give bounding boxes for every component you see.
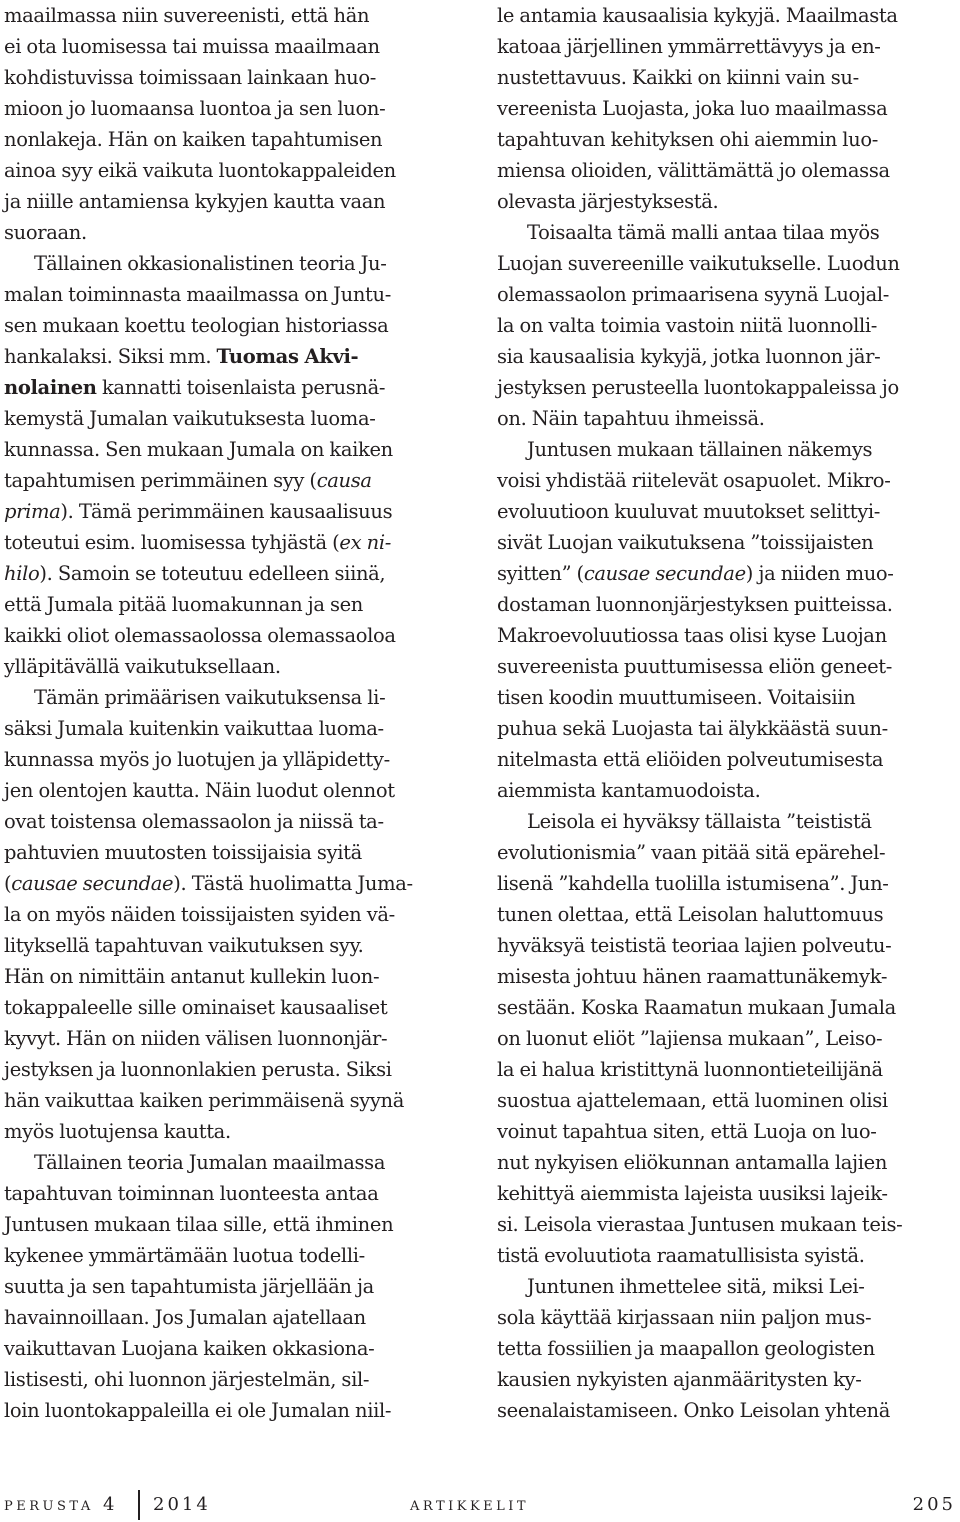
line-text: suvereenista puuttumisessa eliön geneet- <box>497 655 893 678</box>
text-line <box>4 992 466 1023</box>
line-text: ovat toistensa olemassaolon ja niissä ta- <box>4 810 384 833</box>
italic-term: ex ni- <box>339 531 391 554</box>
line-text: le antamia kausaalisia kykyjä. Maailmasta <box>497 4 898 27</box>
line-text: hankalaksi. Siksi mm. <box>4 345 217 368</box>
text-line <box>4 186 466 217</box>
italic-term: causae secundae <box>11 872 174 895</box>
line-text: la on valta toimia vastoin niitä luonnolli- <box>497 314 878 337</box>
line-text: listisesti, ohi luonnon järjestelmän, sil- <box>4 1368 370 1391</box>
text-line <box>4 1085 466 1116</box>
footer-separator <box>138 1490 140 1520</box>
text-line <box>4 899 466 930</box>
line-text: ei ota luomisessa tai muissa maailmaan <box>4 35 380 58</box>
text-line <box>497 279 955 310</box>
text-line <box>497 992 955 1023</box>
line-text: kyvyt. Hän on niiden välisen luonnonjär- <box>4 1027 388 1050</box>
line-text: Makroevoluutiossa taas olisi kyse Luojan <box>497 624 887 647</box>
line-text: vaikuttavan Luojana kaiken okkasiona- <box>4 1337 375 1360</box>
line-text: Toisaalta tämä malli antaa tilaa myös <box>527 221 880 244</box>
line-text: säksi Jumala kuitenkin vaikuttaa luoma- <box>4 717 384 740</box>
italic-term: prima <box>4 500 61 523</box>
text-line <box>4 527 466 558</box>
text-line <box>4 124 466 155</box>
line-text: nustettavuus. Kaikki on kiinni vain su- <box>497 66 859 89</box>
text-line <box>4 155 466 186</box>
text-column-right <box>497 0 955 1426</box>
text-line <box>4 1054 466 1085</box>
line-text: Luojan suvereenille vaikutukselle. Luodun <box>497 252 900 275</box>
text-line <box>4 806 466 837</box>
line-text: miensa olioiden, välittämättä jo olemassa <box>497 159 890 182</box>
line-text: ). Samoin se toteutuu edelleen siinä, <box>39 562 386 585</box>
line-text: seenalaistamiseen. Onko Leisolan yhtenä <box>497 1399 890 1422</box>
line-text: Tällainen teoria Jumalan maailmassa <box>34 1151 386 1174</box>
line-text: hyväksyä teististä teoriaa lajien polveutu- <box>497 934 892 957</box>
line-text: ) ja niiden muo- <box>745 562 894 585</box>
text-line <box>497 806 955 837</box>
text-line <box>497 837 955 868</box>
line-text: tunen olettaa, että Leisolan haluttomuus <box>497 903 884 926</box>
line-text: kannatti toisenlaista perusnä- <box>96 376 386 399</box>
line-text: on luonut eliöt ”lajiensa mukaan”, Leiso- <box>497 1027 883 1050</box>
text-line <box>4 1178 466 1209</box>
text-line <box>4 744 466 775</box>
line-text: sivät Luojan vaikutuksena ”toissijaisten <box>497 531 874 554</box>
line-text: suutta ja sen tapahtumista järjellään ja <box>4 1275 374 1298</box>
line-text: dostaman luonnonjärjestyksen puitteissa. <box>497 593 893 616</box>
text-line <box>497 465 955 496</box>
bold-name: nolainen <box>4 376 97 399</box>
footer-year: 2014 <box>153 1494 211 1515</box>
text-line <box>4 0 466 31</box>
line-text: Hän on nimittäin antanut kullekin luon- <box>4 965 380 988</box>
line-text: lityksellä tapahtuvan vaikutuksen syy. <box>4 934 364 957</box>
line-text: voisi yhdistää riitelevät osapuolet. Mikro- <box>497 469 891 492</box>
text-line <box>497 1395 955 1426</box>
line-text: tisen koodin muuttumiseen. Voitaisiin <box>497 686 856 709</box>
text-line <box>497 961 955 992</box>
text-line <box>497 1333 955 1364</box>
line-text: Juntusen mukaan tilaa sille, että ihminen <box>4 1213 394 1236</box>
italic-term: causae secundae <box>583 562 746 585</box>
text-line <box>4 93 466 124</box>
line-text: että Jumala pitää luomakunnan ja sen <box>4 593 363 616</box>
text-line <box>497 1054 955 1085</box>
text-line <box>497 1209 955 1240</box>
line-text: tapahtuvan toiminnan luonteesta antaa <box>4 1182 379 1205</box>
line-text: ja niille antamiensa kykyjen kautta vaan <box>4 190 386 213</box>
line-text: havainnoillaan. Jos Jumalan ajatellaan <box>4 1306 366 1329</box>
line-text: nut nykyisen eliökunnan antamalla lajien <box>497 1151 888 1174</box>
text-line <box>4 248 466 279</box>
line-text: Leisola ei hyväksy tällaista ”teististä <box>527 810 872 833</box>
text-line <box>497 1023 955 1054</box>
text-line <box>4 1395 466 1426</box>
text-line <box>497 527 955 558</box>
text-line <box>497 31 955 62</box>
text-line <box>497 1302 955 1333</box>
line-text: si. Leisola vierastaa Juntusen mukaan teis- <box>497 1213 903 1236</box>
text-line <box>4 713 466 744</box>
line-text: misesta johtuu hänen raamattunäkemyk- <box>497 965 888 988</box>
text-line <box>497 899 955 930</box>
line-text: jen olentojen kautta. Näin luodut olennot <box>4 779 395 802</box>
page-footer <box>0 1492 960 1520</box>
text-line <box>497 744 955 775</box>
line-text: suostua ajattelemaan, että luominen olisi <box>497 1089 888 1112</box>
text-line <box>497 62 955 93</box>
text-line <box>497 1178 955 1209</box>
text-line <box>4 620 466 651</box>
text-line <box>4 434 466 465</box>
line-text: on. Näin tapahtuu ihmeissä. <box>497 407 765 430</box>
text-line <box>497 341 955 372</box>
text-line <box>497 1364 955 1395</box>
text-line <box>497 1147 955 1178</box>
line-text: kaikki oliot olemassaolossa olemassaoloa <box>4 624 396 647</box>
text-line <box>497 620 955 651</box>
line-text: voinut tapahtua siten, että Luoja on luo- <box>497 1120 877 1143</box>
text-line <box>497 310 955 341</box>
text-column-left <box>4 0 466 1426</box>
line-text: myös luotujensa kautta. <box>4 1120 231 1143</box>
line-text: syitten” ( <box>497 562 584 585</box>
line-text: kausien nykyisten ajanmääritysten ky- <box>497 1368 862 1391</box>
line-text: vereenista Luojasta, joka luo maailmassa <box>497 97 888 120</box>
text-line <box>4 217 466 248</box>
text-line <box>497 930 955 961</box>
line-text: evolutionismia” vaan pitää sitä epärehel- <box>497 841 886 864</box>
line-text: sia kausaalisia kykyjä, jotka luonnon jär- <box>497 345 881 368</box>
line-text: hän vaikuttaa kaiken perimmäisenä syynä <box>4 1089 405 1112</box>
text-line <box>4 1116 466 1147</box>
text-line <box>4 31 466 62</box>
text-line <box>4 372 466 403</box>
text-line <box>4 496 466 527</box>
line-text: pahtuvien muutosten toissijaisia syitä <box>4 841 362 864</box>
line-text: nitelmasta että eliöiden polveutumisesta <box>497 748 884 771</box>
bold-name: Tuomas Akvi- <box>216 345 359 368</box>
text-line <box>4 1147 466 1178</box>
text-line <box>4 279 466 310</box>
line-text: ). Tämä perimmäinen kausaalisuus <box>60 500 393 523</box>
text-line <box>4 1240 466 1271</box>
line-text: malan toiminnasta maailmassa on Juntu- <box>4 283 391 306</box>
text-line <box>4 589 466 620</box>
line-text: aiemmista kantamuodoista. <box>497 779 761 802</box>
text-line <box>4 1364 466 1395</box>
text-line <box>497 775 955 806</box>
line-text: kunnassa. Sen mukaan Jumala on kaiken <box>4 438 393 461</box>
text-line <box>4 930 466 961</box>
line-text: Tällainen okkasionalistinen teoria Ju- <box>34 252 387 275</box>
text-line <box>4 1271 466 1302</box>
text-line <box>4 837 466 868</box>
line-text: olemassaolon primaarisena syynä Luojal- <box>497 283 890 306</box>
text-line <box>497 651 955 682</box>
line-text: olevasta järjestyksestä. <box>497 190 719 213</box>
text-line <box>497 1116 955 1147</box>
line-text: kehittyä aiemmista lajeista uusiksi lajeik- <box>497 1182 888 1205</box>
text-line <box>4 1209 466 1240</box>
line-text: tapahtumisen perimmäinen syy ( <box>4 469 317 492</box>
line-text: sola käyttää kirjassaan niin paljon mus- <box>497 1306 872 1329</box>
line-text: Tämän primäärisen vaikutuksensa li- <box>34 686 386 709</box>
text-line <box>497 1085 955 1116</box>
text-line <box>497 1271 955 1302</box>
text-line <box>4 465 466 496</box>
text-line <box>497 434 955 465</box>
text-line <box>497 124 955 155</box>
italic-term: hilo <box>4 562 40 585</box>
line-text: ( <box>4 872 12 895</box>
line-text: jestyksen perusteella luontokappaleissa jo <box>497 376 899 399</box>
text-line <box>4 1023 466 1054</box>
text-line <box>497 868 955 899</box>
line-text: tapahtuvan kehityksen ohi aiemmin luo- <box>497 128 878 151</box>
line-text: la on myös näiden toissijaisten syiden vä- <box>4 903 395 926</box>
line-text: loin luontokappaleilla ei ole Jumalan niil- <box>4 1399 392 1422</box>
text-line <box>497 713 955 744</box>
line-text: kemystä Jumalan vaikutuksesta luoma- <box>4 407 376 430</box>
text-line <box>497 186 955 217</box>
text-line <box>4 403 466 434</box>
line-text: kohdistuvissa toimissaan lainkaan huo- <box>4 66 377 89</box>
footer-journal-name: perusta 4 <box>4 1494 118 1515</box>
text-line <box>497 589 955 620</box>
line-text: mioon jo luomaansa luontoa ja sen luon- <box>4 97 386 120</box>
text-line <box>497 248 955 279</box>
text-line <box>4 1333 466 1364</box>
line-text: kunnassa myös jo luotujen ja ylläpidetty- <box>4 748 390 771</box>
line-text: puhua sekä Luojasta tai älykkäästä suun- <box>497 717 888 740</box>
text-line <box>4 62 466 93</box>
line-text: kykenee ymmärtämään luotua todelli- <box>4 1244 365 1267</box>
text-line <box>497 403 955 434</box>
footer-page-number: 205 <box>912 1494 956 1515</box>
text-line <box>4 682 466 713</box>
line-text: ylläpitävällä vaikutuksellaan. <box>4 655 281 678</box>
text-line <box>497 496 955 527</box>
line-text: la ei halua kristittynä luonnontieteilijänä <box>497 1058 883 1081</box>
line-text: maailmassa niin suvereenisti, että hän <box>4 4 370 27</box>
text-line <box>4 961 466 992</box>
text-line <box>4 341 466 372</box>
text-line <box>4 1302 466 1333</box>
line-text: toteutui esim. luomisessa tyhjästä ( <box>4 531 340 554</box>
text-line <box>497 372 955 403</box>
text-line <box>4 558 466 589</box>
line-text: tetta fossiilien ja maapallon geologisten <box>497 1337 875 1360</box>
line-text: tistä evoluutiota raamatullisista syistä. <box>497 1244 865 1267</box>
text-line <box>497 93 955 124</box>
line-text: Juntusen mukaan tällainen näkemys <box>527 438 873 461</box>
text-line <box>497 155 955 186</box>
line-text: suoraan. <box>4 221 87 244</box>
line-text: evoluutioon kuuluvat muutokset selittyi- <box>497 500 880 523</box>
text-line <box>497 682 955 713</box>
line-text: katoaa järjellinen ymmärrettävyys ja en- <box>497 35 881 58</box>
italic-term: causa <box>316 469 372 492</box>
line-text: ainoa syy eikä vaikuta luontokappaleiden <box>4 159 396 182</box>
text-line <box>4 310 466 341</box>
text-line <box>497 1240 955 1271</box>
footer-section: artikkelit <box>410 1494 530 1515</box>
text-line <box>497 217 955 248</box>
line-text: lisenä ”kahdella tuolilla istumisena”. Jun- <box>497 872 889 895</box>
text-line <box>4 868 466 899</box>
text-line <box>497 0 955 31</box>
line-text: sestään. Koska Raamatun mukaan Jumala <box>497 996 896 1019</box>
text-line <box>497 558 955 589</box>
line-text: tokappaleelle sille ominaiset kausaaliset <box>4 996 388 1019</box>
line-text: sen mukaan koettu teologian historiassa <box>4 314 389 337</box>
text-line <box>4 775 466 806</box>
line-text: Juntunen ihmettelee sitä, miksi Lei- <box>527 1275 865 1298</box>
line-text: nonlakeja. Hän on kaiken tapahtumisen <box>4 128 383 151</box>
line-text: ). Tästä huolimatta Juma- <box>173 872 413 895</box>
text-line <box>4 651 466 682</box>
line-text: jestyksen ja luonnonlakien perusta. Siksi <box>4 1058 392 1081</box>
